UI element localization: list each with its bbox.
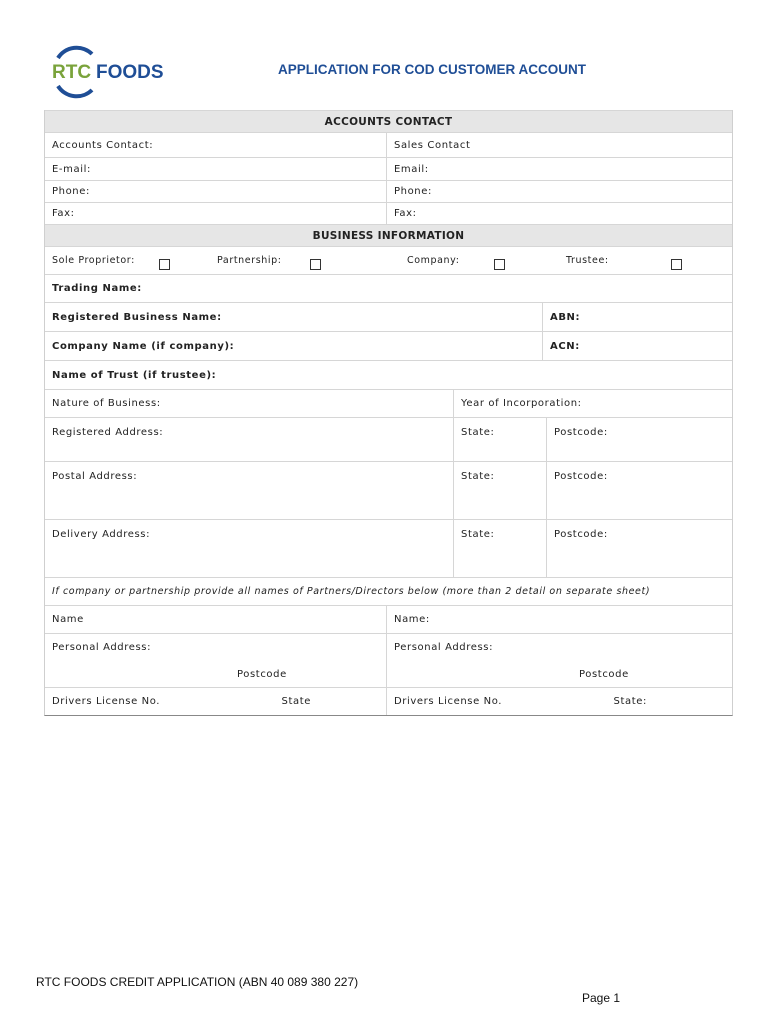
sole-proprietor-checkbox[interactable]	[159, 259, 170, 270]
registered-postcode-field[interactable]: Postcode:	[546, 418, 732, 461]
year-of-incorporation-field[interactable]: Year of Incorporation:	[453, 390, 732, 417]
postal-postcode-field[interactable]: Postcode:	[546, 462, 732, 519]
page-number: Page 1	[582, 991, 621, 1005]
trust-name-field[interactable]: Name of Trust (if trustee):	[52, 369, 217, 381]
email-field[interactable]: E-mail:	[52, 163, 91, 175]
acn-field[interactable]: ACN:	[542, 332, 732, 360]
section-heading-accounts-contact: ACCOUNTS CONTACT	[45, 111, 732, 132]
section-heading-business-information: BUSINESS INFORMATION	[45, 225, 732, 246]
partner-2-license-label: Drivers License No.	[394, 696, 503, 707]
document-title: APPLICATION FOR COD CUSTOMER ACCOUNT	[278, 62, 586, 77]
partner-1-license-field[interactable]	[45, 688, 386, 715]
partner-2-address-field[interactable]	[386, 634, 732, 687]
sales-fax-field[interactable]: Fax:	[386, 203, 732, 224]
delivery-address-field[interactable]: Delivery Address:	[52, 529, 151, 540]
partnership-checkbox[interactable]	[310, 259, 321, 270]
partner-1-name-field[interactable]: Name	[52, 614, 84, 625]
rtc-foods-logo	[48, 44, 198, 100]
partner-2-license-field[interactable]	[386, 688, 732, 715]
partner-2-address-label: Personal Address:	[394, 642, 494, 653]
sales-email-field[interactable]: Email:	[386, 158, 732, 180]
fax-field[interactable]: Fax:	[52, 208, 75, 219]
partner-2-name-field[interactable]: Name:	[386, 606, 732, 633]
application-form	[44, 110, 733, 716]
phone-field[interactable]: Phone:	[52, 186, 90, 197]
partner-1-postcode-label: Postcode	[237, 669, 287, 680]
svg-text:RTC: RTC	[52, 62, 92, 83]
company-label: Company:	[407, 255, 460, 266]
company-name-field[interactable]: Company Name (if company):	[52, 340, 235, 352]
footer-text: RTC FOODS CREDIT APPLICATION (ABN 40 089 380 227)	[36, 975, 359, 989]
partner-1-license-label: Drivers License No.	[52, 696, 161, 707]
company-checkbox[interactable]	[494, 259, 505, 270]
delivery-state-field[interactable]: State:	[453, 520, 546, 577]
sole-proprietor-label: Sole Proprietor:	[52, 255, 135, 266]
sales-phone-field[interactable]: Phone:	[386, 181, 732, 202]
svg-text:FOODS: FOODS	[96, 62, 164, 83]
accounts-contact-field[interactable]: Accounts Contact:	[52, 139, 154, 151]
partner-1-state-label: State	[281, 696, 311, 707]
registered-business-name-field[interactable]: Registered Business Name:	[52, 311, 222, 323]
nature-of-business-field[interactable]: Nature of Business:	[52, 398, 161, 409]
partner-2-state-label: State:	[613, 696, 647, 707]
partner-1-address-field[interactable]	[45, 634, 386, 687]
partner-2-postcode-label: Postcode	[579, 669, 629, 680]
registered-address-field[interactable]: Registered Address:	[52, 427, 164, 438]
sales-contact-field[interactable]: Sales Contact	[386, 133, 732, 157]
partnership-label: Partnership:	[217, 255, 282, 266]
delivery-postcode-field[interactable]: Postcode:	[546, 520, 732, 577]
abn-field[interactable]: ABN:	[542, 303, 732, 331]
logo-graphic	[48, 44, 198, 100]
partners-note: If company or partnership provide all names of Partners/Directors below (more than 2 detail on separate sheet)	[52, 586, 651, 597]
trustee-checkbox[interactable]	[671, 259, 682, 270]
postal-address-field[interactable]: Postal Address:	[52, 471, 138, 482]
trustee-label: Trustee:	[566, 255, 609, 266]
registered-state-field[interactable]: State:	[453, 418, 546, 461]
partner-1-address-label: Personal Address:	[52, 642, 152, 653]
entity-type-row	[45, 246, 732, 274]
postal-state-field[interactable]: State:	[453, 462, 546, 519]
trading-name-field[interactable]: Trading Name:	[52, 283, 142, 294]
